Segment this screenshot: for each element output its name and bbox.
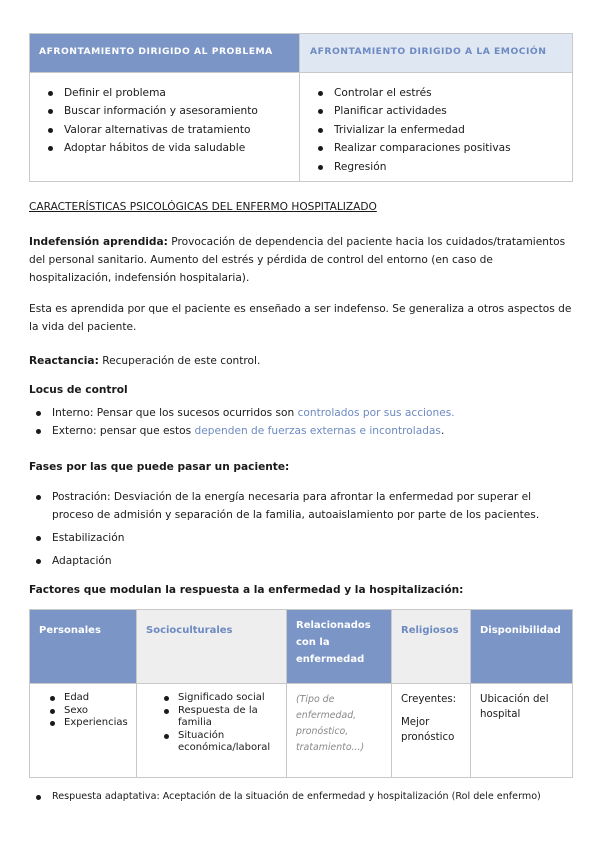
header-disponibilidad: Disponibilidad <box>471 610 573 684</box>
coping-table <box>29 33 573 182</box>
reactancia-paragraph <box>29 352 574 370</box>
locus-title: Locus de control <box>29 384 128 396</box>
aprendida-paragraph: Esta es aprendida por que el paciente es enseñado a ser indefenso. Se generaliza a otros aspectos de la vida del paciente. <box>29 303 572 333</box>
indefension-paragraph <box>29 233 574 287</box>
emotion-list <box>318 84 572 176</box>
problem-cell <box>30 73 300 182</box>
list-item: Regresión <box>318 158 572 176</box>
respuesta-adaptativa: Respuesta adaptativa: Aceptación de la situación de enfermedad y hospitalización (Rol dele enfermo) <box>36 788 586 806</box>
list-item: Planificar actividades <box>318 102 572 120</box>
disponibilidad-cell: Ubicación del hospital <box>471 684 573 778</box>
list-item: Buscar información y asesoramiento <box>48 102 299 120</box>
emotion-cell <box>300 73 573 182</box>
religiosos-line2: Mejor pronóstico <box>401 717 455 743</box>
fase-postracion: Postración: Desviación de la energía necesaria para afrontar la enfermedad por superar el proceso de admisión y separación de la familia, autoaislamiento por parte de los pacientes. <box>36 488 571 524</box>
enfermedad-cell <box>287 684 392 778</box>
enfermedad-note: (Tipo de enfermedad, pronóstico, tratamiento...) <box>296 694 365 753</box>
problem-list <box>48 84 299 158</box>
list-item: Sexo <box>50 705 136 718</box>
socioculturales-list <box>164 692 286 755</box>
religiosos-cell <box>392 684 471 778</box>
list-item: Adoptar hábitos de vida saludable <box>48 139 299 157</box>
externo-highlight: dependen de fuerzas externas e incontroladas <box>194 425 441 437</box>
list-item: Trivializar la enfermedad <box>318 121 572 139</box>
religiosos-line1: Creyentes: <box>401 694 457 705</box>
list-item: Realizar comparaciones positivas <box>318 139 572 157</box>
factores-title: Factores que modulan la respuesta a la enfermedad y la hospitalización: <box>29 584 464 596</box>
list-item: Definir el problema <box>48 84 299 102</box>
fase-estabilizacion: Estabilización <box>36 529 571 547</box>
section-title: CARACTERÍSTICAS PSICOLÓGICAS DEL ENFERMO HOSPITALIZADO <box>29 201 377 213</box>
indefension-text: Provocación de dependencia del paciente hacia los cuidados/tratamientos del personal sanitario. Aumento del estrés y pérdida de control del entorno (en caso de hospitalización, indefensión hospitalaria). <box>29 236 566 284</box>
fases-list <box>36 488 571 570</box>
header-socioculturales: Socioculturales <box>137 610 287 684</box>
interno-highlight: controlados por sus acciones. <box>297 407 455 419</box>
header-problem: AFRONTAMIENTO DIRIGIDO AL PROBLEMA <box>30 34 300 73</box>
indefension-term: Indefensión aprendida: <box>29 236 168 248</box>
header-religiosos: Religiosos <box>392 610 471 684</box>
list-item: Experiencias <box>50 717 136 730</box>
header-emotion: AFRONTAMIENTO DIRIGIDO A LA EMOCIÓN <box>300 34 573 73</box>
list-item: Significado social <box>164 692 286 705</box>
fase-adaptacion: Adaptación <box>36 552 571 570</box>
socioculturales-cell <box>137 684 287 778</box>
header-personales: Personales <box>30 610 137 684</box>
locus-externo <box>36 422 571 440</box>
reactancia-text: Recuperación de este control. <box>98 355 261 367</box>
locus-interno <box>36 404 571 422</box>
list-item: Edad <box>50 692 136 705</box>
personales-list <box>50 692 136 730</box>
externo-suffix: . <box>440 425 445 437</box>
header-enfermedad: Relacionados con la enfermedad <box>287 610 392 684</box>
locus-list <box>36 404 571 440</box>
personales-cell <box>30 684 137 778</box>
externo-prefix: Externo: pensar que estos <box>52 425 195 437</box>
list-item: Valorar alternativas de tratamiento <box>48 121 299 139</box>
list-item: Respuesta de la familia <box>164 705 286 730</box>
fases-title: Fases por las que puede pasar un paciente: <box>29 461 290 473</box>
factors-table <box>29 609 573 778</box>
list-item: Situación económica/laboral <box>164 730 286 755</box>
reactancia-term: Reactancia: <box>29 355 99 367</box>
list-item: Controlar el estrés <box>318 84 572 102</box>
interno-prefix: Interno: Pensar que los sucesos ocurridos son <box>52 407 298 419</box>
